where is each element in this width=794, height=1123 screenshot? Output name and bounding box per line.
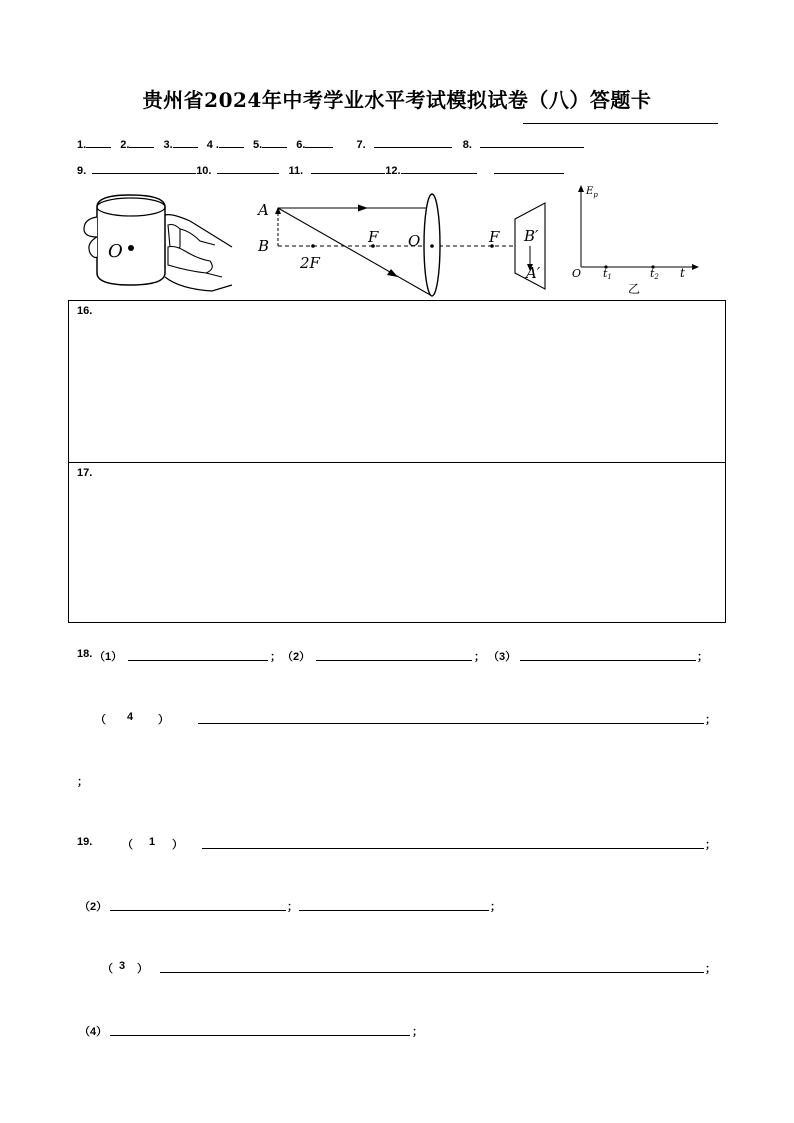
page-title: 贵州省2024年中考学业水平考试模拟试卷（八）答题卡 (142, 88, 652, 112)
q16-answer-box[interactable] (68, 300, 726, 463)
q12-label: 12. (385, 165, 401, 177)
graph-x-label: t (680, 266, 685, 280)
label-B: B (258, 237, 270, 255)
q19-part2-label: （2） (79, 901, 108, 913)
label-2F: 2F (300, 254, 320, 272)
q18-part3-label: （3） (488, 651, 517, 663)
q19-part1-num: 1 (149, 836, 156, 848)
q6-label: 6. (296, 139, 306, 151)
graph-t1-label: t1 (603, 267, 612, 281)
q18-part4-open: （ (95, 714, 106, 726)
q19-sep-5: ； (412, 1026, 423, 1038)
q3-blank[interactable] (173, 137, 198, 148)
q18-part4-line[interactable] (198, 723, 704, 724)
q19-part4-label: （4） (79, 1026, 108, 1038)
q19-part3-line[interactable] (160, 972, 704, 973)
q5-label: 5. (253, 139, 263, 151)
q18-part4-close: ） (158, 714, 169, 726)
label-F-right: F (489, 228, 500, 246)
q19-part2-line-b[interactable] (299, 910, 489, 911)
q18-sep-3: ； (697, 651, 708, 663)
cup-point-label: O (108, 241, 123, 262)
q19-part3-close: ） (137, 963, 148, 975)
q17-label: 17. (77, 467, 93, 479)
label-F-left: F (368, 228, 379, 246)
q18-label: 18. (77, 648, 93, 660)
energy-graph[interactable] (572, 185, 699, 296)
q7-label: 7. (356, 139, 366, 151)
q19-part1-line[interactable] (202, 848, 704, 849)
q18-part3-line[interactable] (520, 660, 696, 661)
q19-part1-open: （ (122, 839, 133, 851)
q12-blank[interactable] (401, 163, 477, 174)
graph-y-label: $E_p$ (586, 186, 598, 199)
q18-sep-5: ； (77, 776, 88, 788)
name-line[interactable] (523, 123, 718, 124)
q11-label: 11. (288, 165, 304, 177)
q10-blank[interactable] (217, 163, 279, 174)
q18-sep-4: ； (705, 714, 716, 726)
q4-label: 4 . (206, 139, 219, 151)
graph-caption: 乙 (628, 282, 641, 296)
q19-sep-2: ； (287, 901, 298, 913)
q19-label: 19. (77, 836, 93, 848)
label-O: O (408, 232, 421, 250)
q2-blank[interactable] (129, 137, 154, 148)
q12-blank-2[interactable] (494, 163, 564, 174)
q11-blank[interactable] (311, 163, 385, 174)
q2-label: 2. (120, 139, 130, 151)
q18-part1-label: （1） (94, 651, 123, 663)
q19-part2-line-a[interactable] (110, 910, 286, 911)
q18-sep-1: ； (270, 651, 281, 663)
q6-blank[interactable] (305, 137, 333, 148)
q19-sep-3: ； (490, 901, 501, 913)
q18-part2-line[interactable] (316, 660, 472, 661)
q19-sep-4: ； (705, 963, 716, 975)
figures-area (0, 185, 794, 301)
q10-label: 10. (196, 165, 212, 177)
label-A: A (258, 201, 269, 219)
cup-figure[interactable] (84, 195, 232, 291)
graph-origin-label: O (572, 267, 582, 280)
label-A-prime: A′ (526, 264, 541, 282)
q1-label: 1. (77, 139, 87, 151)
q4-blank[interactable] (219, 137, 244, 148)
q18-sep-2: ； (474, 651, 485, 663)
q7-blank[interactable] (374, 137, 452, 148)
answers-row-2 (77, 163, 564, 177)
q18-part4-num: 4 (127, 711, 134, 723)
q17-answer-box[interactable] (68, 462, 726, 623)
q16-label: 16. (77, 305, 93, 317)
label-B-prime: B′ (524, 227, 539, 245)
answers-row-1 (77, 137, 584, 151)
q19-part4-line[interactable] (110, 1035, 410, 1036)
graph-t2-label: t2 (650, 267, 659, 281)
q19-sep-1: ； (705, 839, 716, 851)
q9-blank[interactable] (92, 163, 196, 174)
lens-diagram[interactable] (256, 194, 545, 296)
q18-part1-line[interactable] (128, 660, 268, 661)
q8-blank[interactable] (480, 137, 584, 148)
q18-part2-label: （2） (282, 651, 311, 663)
q1-blank[interactable] (86, 137, 111, 148)
q19-part3-num: 3 (119, 960, 126, 972)
q19-part3-open: （ (102, 963, 113, 975)
q5-blank[interactable] (262, 137, 287, 148)
q19-part1-close: ） (172, 839, 183, 851)
cup-point-dot (128, 245, 134, 251)
q3-label: 3. (163, 139, 173, 151)
q8-label: 8. (462, 139, 472, 151)
ray-diagonal (278, 208, 432, 296)
q9-label: 9. (77, 165, 87, 177)
